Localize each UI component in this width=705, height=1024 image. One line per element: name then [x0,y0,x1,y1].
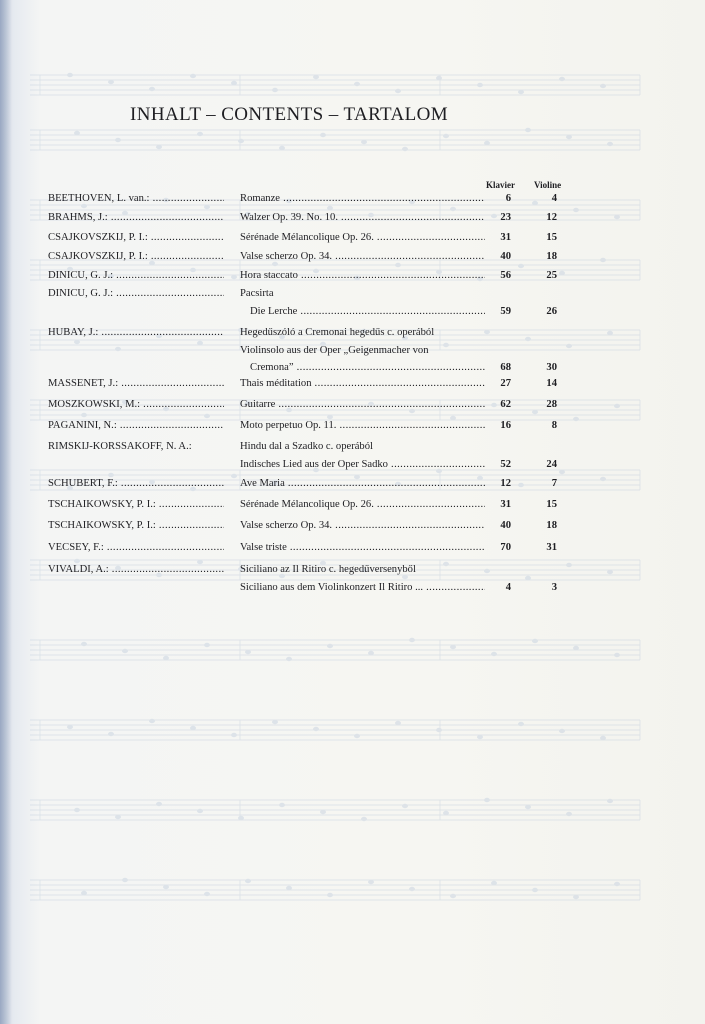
note-head [108,732,114,736]
note-head [409,638,415,642]
composer-name: MASSENET, J.: ..... [48,378,224,389]
note-head [450,894,456,898]
piece-title: Walzer Op. 39. No. 10. ..... [240,212,485,223]
note-head [327,644,333,648]
piece-title: Guitarre ..... [240,399,485,410]
klavier-page-number: 62 [500,399,511,410]
piece-title: Hindu dal a Szadko c. operából [240,441,373,452]
note-head [477,735,483,739]
note-head [361,817,367,821]
klavier-page-number: 40 [500,520,511,531]
piece-title: Siciliano az Il Ritiro c. hegedűversenyből [240,564,416,575]
violine-page-number: 14 [546,378,557,389]
piece-title: Die Lerche ..... [250,306,485,317]
note-head [74,131,80,135]
note-head [614,882,620,886]
note-head [532,888,538,892]
klavier-page-number: 56 [500,270,511,281]
note-head [402,804,408,808]
klavier-page-number: 16 [500,420,511,431]
note-head [286,657,292,661]
note-head [149,719,155,723]
note-head [600,84,606,88]
note-head [279,803,285,807]
composer-name: DINICU, G. J.: ..... [48,270,224,281]
note-head [443,811,449,815]
note-head [156,145,162,149]
note-head [197,809,203,813]
klavier-page-number: 31 [500,232,511,243]
piece-title: Thais méditation ..... [240,378,485,389]
note-head [238,816,244,820]
note-head [614,653,620,657]
note-head [491,652,497,656]
note-head [313,75,319,79]
klavier-page-number: 4 [505,581,511,593]
note-head [368,880,374,884]
note-head [436,76,442,80]
note-head [395,721,401,725]
composer-name: MOSZKOWSKI, M.: ..... [48,399,224,410]
piece-title: Hegedűszóló a Cremonai hegedűs c. operából [240,327,435,338]
violine-page-number: 31 [546,542,557,553]
piece-title: Violinsolo aus der Oper „Geigenmacher von [240,344,429,356]
klavier-page-number: 59 [500,305,511,317]
note-head [272,88,278,92]
composer-name: TSCHAIKOWSKY, P. I.: ..... [48,520,224,531]
note-head [320,133,326,137]
klavier-page-number: 52 [500,458,511,470]
composer-name: VECSEY, F.: ..... [48,542,224,553]
violine-page-number: 15 [546,499,557,510]
piece-title: Valse triste ..... [240,542,485,553]
note-head [518,90,524,94]
piece-title: Hora staccato ..... [240,270,485,281]
violine-page-number: 30 [546,362,557,373]
toc-row [0,441,705,457]
violine-page-number: 8 [551,420,557,431]
toc-row [0,232,705,248]
toc-row [0,193,705,209]
composer-name: CSAJKOVSZKIJ, P. I.: ..... [48,232,224,243]
note-head [245,650,251,654]
piece-title: Romanze ..... [240,193,485,204]
toc-row [0,270,705,286]
composer-name: BEETHOVEN, L. van.: ..... [48,193,224,204]
piece-title: Siciliano aus dem Violinkonzert Il Ritiro ... ..... [240,582,485,593]
note-head [354,734,360,738]
toc-row [0,520,705,536]
composer-name: SCHUBERT, F.: ..... [48,478,224,489]
piece-title: Valse scherzo Op. 34. ..... [240,251,485,262]
note-head [115,138,121,142]
toc-row [0,420,705,436]
klavier-page-number: 70 [500,542,511,553]
toc-row [0,362,705,378]
note-head [566,812,572,816]
note-head [122,649,128,653]
klavier-page-number: 68 [500,362,511,373]
violine-page-number: 7 [551,478,557,489]
piece-title: Valse scherzo Op. 34. ..... [240,520,485,531]
klavier-page-number: 23 [500,212,511,223]
toc-row [0,459,705,475]
note-head [197,132,203,136]
piece-title: Indisches Lied aus der Oper Sadko ..... [240,459,485,470]
note-head [484,141,490,145]
composer-name: VIVALDI, A.: ..... [48,564,224,575]
column-header-klavier: Klavier [486,180,515,190]
note-head [163,656,169,660]
note-head [409,887,415,891]
note-head [163,885,169,889]
violine-page-number: 18 [546,520,557,531]
note-head [313,727,319,731]
column-header-violine: Violine [534,180,562,190]
note-head [368,651,374,655]
toc-row [0,478,705,494]
toc-row [0,399,705,415]
toc-row [0,288,705,304]
violine-page-number: 4 [551,193,557,204]
note-head [122,878,128,882]
piece-title: Sérénade Mélancolique Op. 26. ..... [240,232,485,243]
violine-page-number: 12 [546,212,557,223]
klavier-page-number: 27 [500,378,511,389]
note-head [491,881,497,885]
note-head [450,645,456,649]
note-head [566,135,572,139]
composer-name: HUBAY, J.: ..... [48,327,224,338]
note-head [204,892,210,896]
composer-name: CSAJKOVSZKIJ, P. I.: ..... [48,251,224,262]
toc-row [0,306,705,322]
composer-name: RIMSKIJ-KORSSAKOFF, N. A.: [48,441,192,452]
composer-name: DINICU, G. J.: ..... [48,288,224,299]
toc-row [0,542,705,558]
note-head [436,728,442,732]
note-head [600,736,606,740]
note-head [81,642,87,646]
composer-name: PAGANINI, N.: ..... [48,420,224,431]
note-head [607,142,613,146]
note-head [149,87,155,91]
note-head [607,799,613,803]
note-head [286,886,292,890]
note-head [279,146,285,150]
violine-page-number: 26 [546,305,557,317]
note-head [245,879,251,883]
violine-page-number: 15 [546,232,557,243]
violine-page-number: 24 [546,458,557,470]
toc-row [0,327,705,343]
note-head [115,815,121,819]
toc-row [0,582,705,598]
note-head [231,81,237,85]
violine-page-number: 28 [546,399,557,410]
violine-page-number: 18 [546,251,557,262]
note-head [81,891,87,895]
note-head [272,720,278,724]
note-head [477,83,483,87]
piece-title: Ave Maria ..... [240,478,485,489]
toc-row [0,345,705,361]
violine-page-number: 25 [546,270,557,281]
note-head [156,802,162,806]
note-head [238,139,244,143]
note-head [67,725,73,729]
note-head [525,805,531,809]
klavier-page-number: 40 [500,251,511,262]
piece-title: Moto perpetuo Op. 11. ..... [240,420,485,431]
note-head [518,722,524,726]
note-head [320,810,326,814]
note-head [559,77,565,81]
composer-name: BRAHMS, J.: ..... [48,212,224,223]
note-head [190,74,196,78]
klavier-page-number: 12 [500,478,511,489]
note-head [231,733,237,737]
piece-title: Pacsirta [240,288,274,299]
note-head [74,559,80,563]
toc-row [0,499,705,515]
note-head [204,643,210,647]
note-head [327,415,333,419]
page-title: INHALT – CONTENTS – TARTALOM [130,104,449,125]
note-head [361,140,367,144]
note-head [402,147,408,151]
note-head [443,134,449,138]
toc-row [0,378,705,394]
note-head [525,128,531,132]
note-head [74,808,80,812]
note-head [484,798,490,802]
piece-title: Cremona” ..... [250,362,485,373]
note-head [559,729,565,733]
note-head [573,646,579,650]
toc-row [0,564,705,580]
note-head [190,726,196,730]
toc-row [0,251,705,267]
note-head [354,82,360,86]
piece-title: Sérénade Mélancolique Op. 26. ..... [240,499,485,510]
klavier-page-number: 6 [505,193,511,204]
klavier-page-number: 31 [500,499,511,510]
note-head [395,89,401,93]
note-head [532,639,538,643]
toc-row [0,212,705,228]
note-head [573,895,579,899]
composer-name: TSCHAIKOWSKY, P. I.: ..... [48,499,224,510]
note-head [108,80,114,84]
note-head [327,893,333,897]
violine-page-number: 3 [551,581,557,593]
note-head [67,73,73,77]
